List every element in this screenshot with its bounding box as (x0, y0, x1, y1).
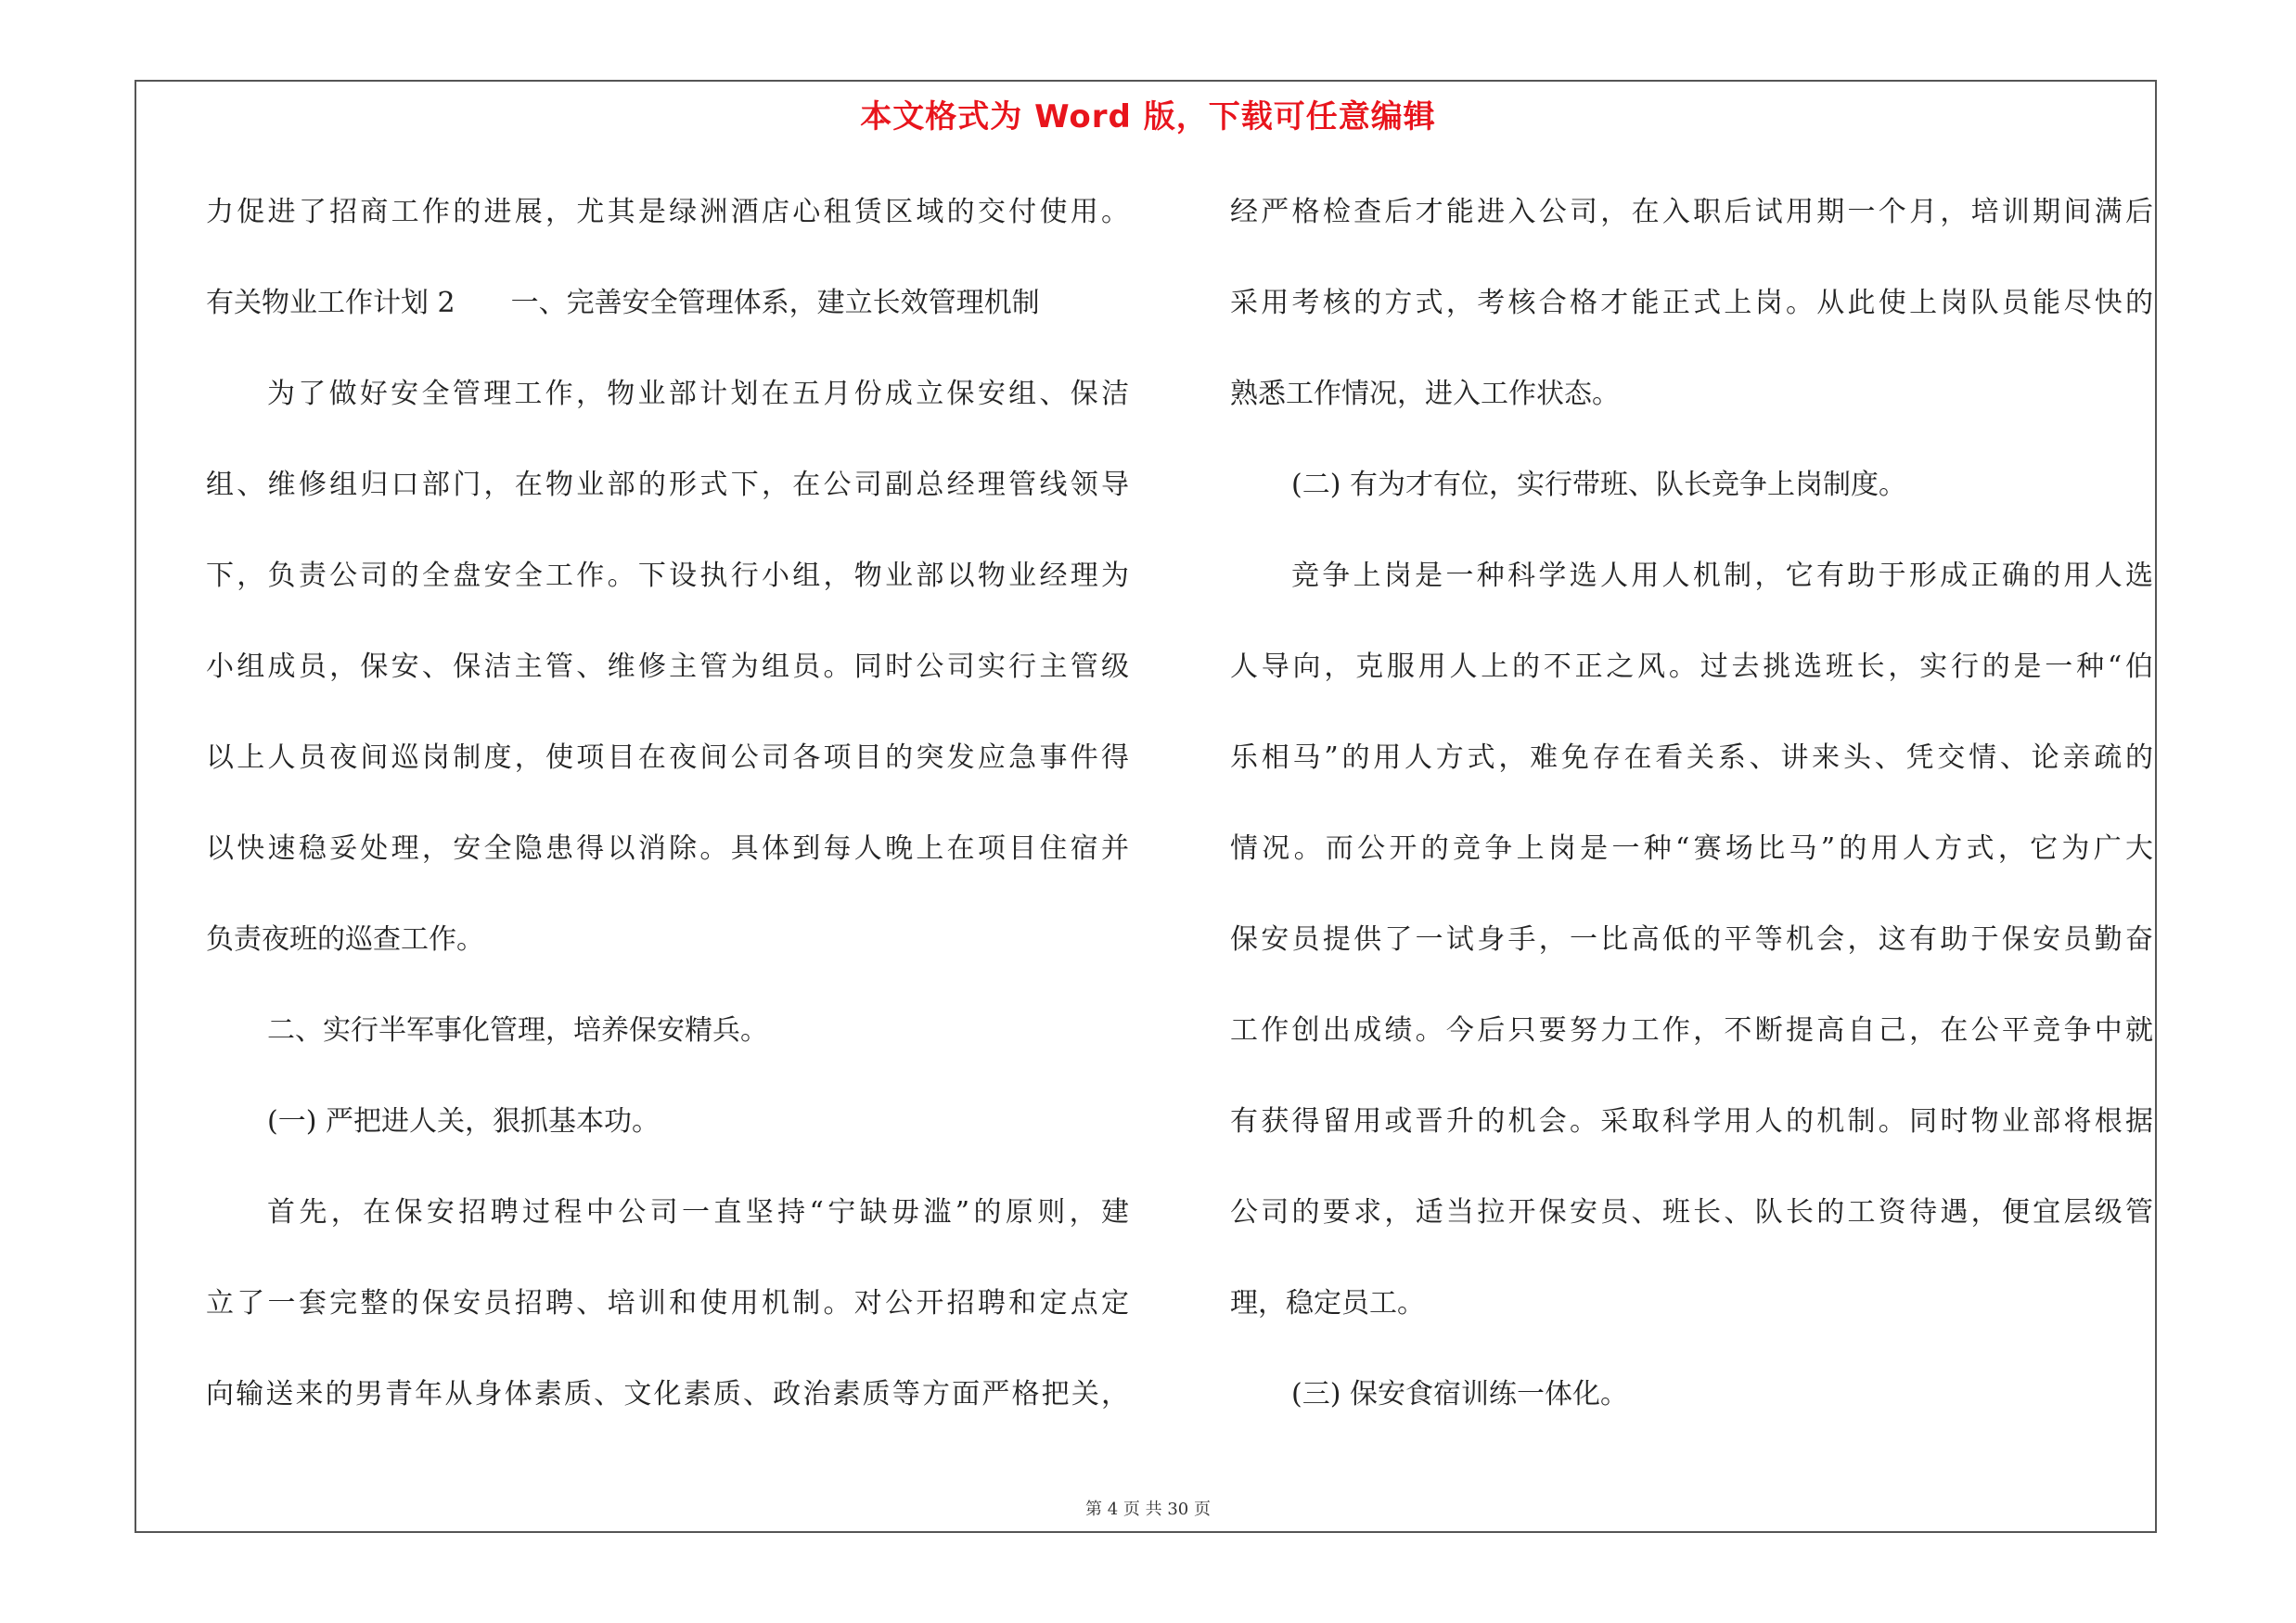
paragraph-line: 为了做好安全管理工作，物业部计划在五月份成立保安组、保洁 (267, 378, 1129, 410)
section-heading: 二、实行半军事化管理，培养保安精兵。 (267, 1014, 768, 1047)
right-column (1230, 184, 2153, 1457)
subsection-heading: (一) 严把进人关，狠抓基本功。 (267, 1105, 660, 1138)
left-column (206, 184, 1129, 1457)
paragraph-line: 负责夜班的巡查工作。 (206, 923, 484, 956)
paragraph-line: 以快速稳妥处理，安全隐患得以消除。具体到每人晚上在项目住宿并 (206, 832, 1129, 865)
section-heading: 有关物业工作计划 2 一、完善安全管理体系，建立长效管理机制 (206, 287, 1040, 319)
paragraph-line: 下，负责公司的全盘安全工作。下设执行小组，物业部以物业经理为 (206, 560, 1129, 592)
paragraph-line: 小组成员，保安、保洁主管、维修主管为组员。同时公司实行主管级 (206, 650, 1129, 683)
paragraph-line: 公司的要求，适当拉开保安员、班长、队长的工资待遇，便宜层级管 (1230, 1196, 2153, 1229)
paragraph-line: 采用考核的方式，考核合格才能正式上岗。从此使上岗队员能尽快的 (1230, 287, 2153, 319)
paragraph-line: 情况。而公开的竞争上岗是一种“赛场比马”的用人方式，它为广大 (1230, 832, 2153, 865)
paragraph-line: 工作创出成绩。今后只要努力工作，不断提高自己，在公平竞争中就 (1230, 1014, 2153, 1047)
paragraph-line: 首先，在保安招聘过程中公司一直坚持“宁缺毋滥”的原则，建 (267, 1196, 1129, 1229)
subsection-heading: (二) 有为才有位，实行带班、队长竞争上岗制度。 (1291, 469, 1906, 501)
paragraph-line: 向输送来的男青年从身体素质、文化素质、政治素质等方面严格把关， (206, 1378, 1129, 1410)
paragraph-line: 组、维修组归口部门，在物业部的形式下，在公司副总经理管线领导 (206, 469, 1129, 501)
paragraph-line: 立了一套完整的保安员招聘、培训和使用机制。对公开招聘和定点定 (206, 1287, 1129, 1320)
paragraph-line: 有获得留用或晋升的机会。采取科学用人的机制。同时物业部将根据 (1230, 1105, 2153, 1138)
page-number: 第 4 页 共 30 页 (1085, 1500, 1211, 1519)
paragraph-line: 力促进了招商工作的进展，尤其是绿洲酒店心租赁区域的交付使用。 (206, 196, 1129, 228)
paragraph-line: 理，稳定员工。 (1230, 1287, 1425, 1320)
paragraph-line: 乐相马”的用人方式，难免存在看关系、讲来头、凭交情、论亲疏的 (1230, 741, 2153, 774)
paragraph-line: 竞争上岗是一种科学选人用人机制，它有助于形成正确的用人选 (1291, 560, 2153, 592)
paragraph-line: 以上人员夜间巡岗制度，使项目在夜间公司各项目的突发应急事件得 (206, 741, 1129, 774)
paragraph-line: 经严格检查后才能进入公司，在入职后试用期一个月，培训期间满后 (1230, 196, 2153, 228)
paragraph-line: 熟悉工作情况，进入工作状态。 (1230, 378, 1620, 410)
header-banner: 本文格式为 Word 版，下载可任意编辑 (860, 98, 1436, 135)
paragraph-line: 保安员提供了一试身手，一比高低的平等机会，这有助于保安员勤奋 (1230, 923, 2153, 956)
paragraph-line: 人导向，克服用人上的不正之风。过去挑选班长，实行的是一种“伯 (1230, 650, 2153, 683)
subsection-heading: (三) 保安食宿训练一体化。 (1291, 1378, 1628, 1410)
